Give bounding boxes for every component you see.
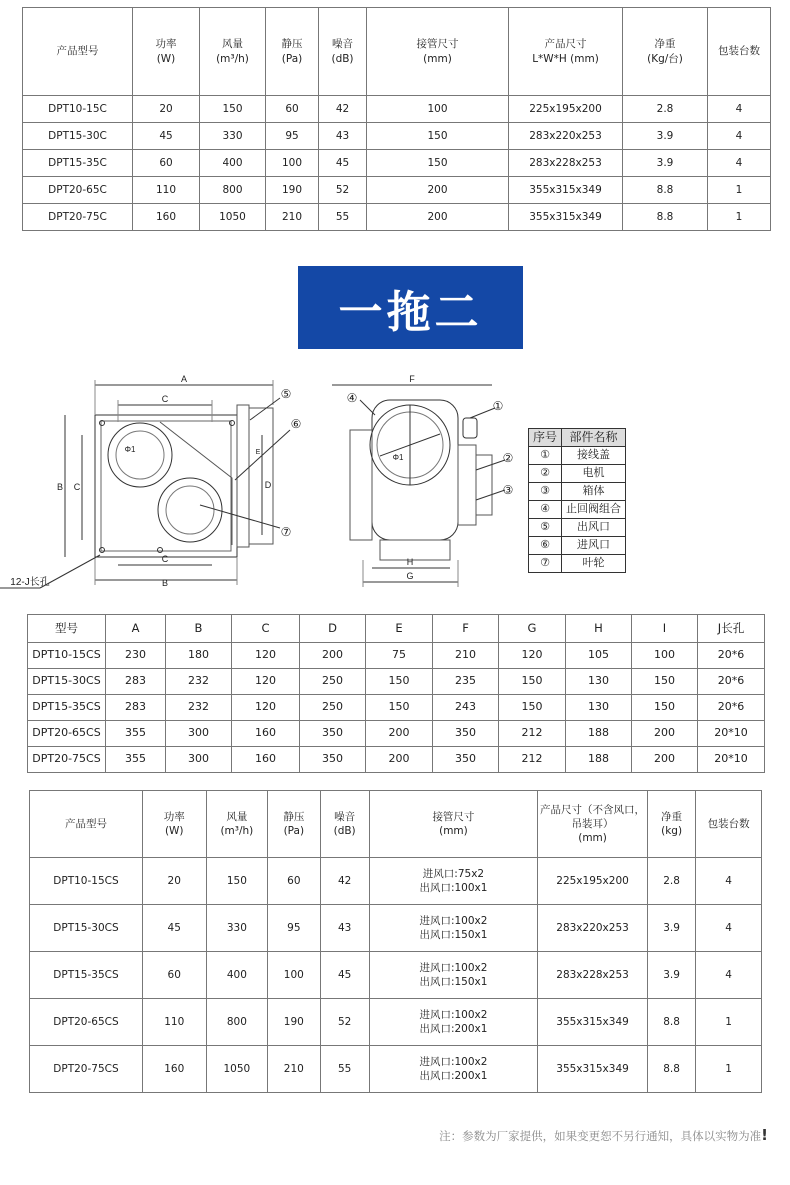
table-cell: DPT20-65CS	[28, 721, 106, 747]
table-cell: ①	[529, 447, 562, 465]
column-header: 型号	[28, 615, 106, 643]
table-cell: 120	[499, 643, 566, 669]
table-cell: 210	[433, 643, 499, 669]
callout-7: ⑦	[280, 525, 292, 539]
table-cell: 250	[300, 695, 366, 721]
table-cell: 4	[696, 905, 762, 952]
table-cell: 225x195x200	[538, 858, 648, 905]
table-cell: 225x195x200	[509, 96, 623, 123]
dim-g: G	[406, 571, 414, 581]
inlet-circle-bottom	[158, 478, 222, 542]
table-row	[23, 150, 771, 177]
table-cell: 45	[142, 905, 206, 952]
spec-table-single	[22, 7, 771, 231]
table-cell: 800	[206, 999, 268, 1046]
cell-line: 进风口:100x2	[419, 1008, 488, 1021]
table-cell: 100	[266, 150, 319, 177]
table-cell: 355x315x349	[509, 204, 623, 231]
column-header: 部件名称	[562, 429, 626, 447]
dim-c-bottom: C	[161, 554, 169, 564]
cell-line: 出风口:100x1	[419, 882, 488, 894]
dim-h: H	[406, 557, 414, 567]
cell-line: 进风口:100x2	[419, 961, 488, 974]
table-cell: 355x315x349	[538, 1046, 648, 1093]
table-cell: 8.8	[647, 1046, 695, 1093]
table-cell: 45	[133, 123, 200, 150]
table-cell: 232	[166, 695, 232, 721]
table-row	[23, 123, 771, 150]
table-cell: 42	[320, 858, 369, 905]
column-header: G	[499, 615, 566, 643]
column-header	[647, 791, 695, 858]
table-cell: 355	[106, 747, 166, 773]
column-header: 序号	[529, 429, 562, 447]
table-cell: 232	[166, 669, 232, 695]
table-cell: 105	[566, 643, 632, 669]
table-cell: DPT10-15C	[23, 96, 133, 123]
table-cell: 350	[433, 747, 499, 773]
side-view-body	[372, 400, 458, 540]
table-cell: 95	[268, 905, 320, 952]
table-cell: ④	[529, 501, 562, 519]
table-cell: 150	[206, 858, 268, 905]
table-cell: 283	[106, 695, 166, 721]
table-cell: 100	[367, 96, 509, 123]
table-cell: 130	[566, 669, 632, 695]
table-cell: 130	[566, 695, 632, 721]
cell-line: 进风口:100x2	[419, 914, 488, 927]
table-cell: 150	[200, 96, 266, 123]
table-cell: 52	[320, 999, 369, 1046]
table-cell: 4	[696, 858, 762, 905]
table-cell: DPT20-65C	[23, 177, 133, 204]
table-row	[30, 952, 762, 999]
callout-1: ①	[492, 399, 504, 413]
table-row	[529, 483, 626, 501]
table-cell: 188	[566, 747, 632, 773]
callout-4: ④	[346, 391, 358, 405]
table-cell: 4	[708, 150, 771, 177]
table-row	[28, 721, 765, 747]
callout-5: ⑤	[280, 387, 292, 401]
table-cell	[369, 905, 537, 952]
table-cell: 350	[300, 721, 366, 747]
dim-b-left: B	[56, 482, 64, 492]
table-cell: 180	[166, 643, 232, 669]
table-cell: DPT10-15CS	[30, 858, 143, 905]
table-cell: 75	[366, 643, 433, 669]
table-cell: 300	[166, 721, 232, 747]
header-line: (mm)	[423, 52, 452, 65]
dim-phi-right: Φ1	[392, 453, 404, 462]
cell-line: 出风口:200x1	[419, 1023, 488, 1035]
table-cell: 45	[319, 150, 367, 177]
table-cell: 150	[499, 669, 566, 695]
table-cell: 200	[632, 721, 698, 747]
header-line: (mm)	[439, 825, 468, 837]
table-cell: 120	[232, 643, 300, 669]
header-line: (dB)	[331, 52, 354, 65]
table-cell: 电机	[562, 465, 626, 483]
table-row	[30, 999, 762, 1046]
table-cell: 190	[268, 999, 320, 1046]
table-row	[28, 747, 765, 773]
table-row	[23, 204, 771, 231]
table-cell: 100	[632, 643, 698, 669]
cell-line: 出风口:150x1	[419, 976, 488, 988]
table-row	[30, 858, 762, 905]
dimension-diagrams	[0, 360, 790, 610]
column-header	[23, 8, 133, 96]
header-line: 接管尺寸	[432, 810, 475, 823]
table-cell: 150	[367, 150, 509, 177]
table-cell: 3.9	[647, 905, 695, 952]
table-cell: 200	[366, 721, 433, 747]
column-header	[509, 8, 623, 96]
table-cell: DPT15-35C	[23, 150, 133, 177]
table-row	[23, 96, 771, 123]
column-header: A	[106, 615, 166, 643]
header-line: 产品尺寸（不含风口，吊装耳）	[540, 803, 646, 830]
header-line: L*W*H (mm)	[532, 52, 599, 65]
table-cell	[369, 858, 537, 905]
table-cell: 55	[320, 1046, 369, 1093]
table-cell: 20	[142, 858, 206, 905]
table-cell: 150	[632, 695, 698, 721]
table-cell: 52	[319, 177, 367, 204]
table-cell: 150	[632, 669, 698, 695]
cell-line: 出风口:200x1	[419, 1070, 488, 1082]
header-line: 产品尺寸	[544, 38, 587, 51]
table-cell: 45	[320, 952, 369, 999]
parts-legend	[528, 428, 626, 573]
column-header	[206, 791, 268, 858]
header-line: 净重	[661, 810, 683, 823]
dimension-table	[27, 614, 765, 773]
table-cell: 3.9	[623, 123, 708, 150]
table-cell: 止回阀组合	[562, 501, 626, 519]
header-line: 风量	[226, 810, 248, 823]
dim-phi: Φ1	[124, 445, 136, 454]
footnote	[439, 1126, 768, 1144]
table-cell: 160	[232, 721, 300, 747]
table-cell: DPT20-75CS	[30, 1046, 143, 1093]
table-cell: 150	[366, 695, 433, 721]
table-cell: 800	[200, 177, 266, 204]
table-row	[529, 465, 626, 483]
table-cell: 43	[320, 905, 369, 952]
column-header	[133, 8, 200, 96]
table-cell: 8.8	[647, 999, 695, 1046]
table-cell: 190	[266, 177, 319, 204]
column-header	[369, 791, 537, 858]
table-cell: DPT20-65CS	[30, 999, 143, 1046]
header-line: (Kg/台)	[647, 52, 683, 65]
header-line: 风量	[222, 38, 243, 51]
table-cell: 20*6	[698, 669, 765, 695]
header-line: 噪音	[334, 810, 356, 823]
table-cell: 188	[566, 721, 632, 747]
column-header	[142, 791, 206, 858]
table-cell: 330	[206, 905, 268, 952]
column-header	[268, 791, 320, 858]
table-cell: 160	[133, 204, 200, 231]
table-cell	[369, 999, 537, 1046]
header-line: 包装台数	[707, 817, 750, 830]
table-cell: 1	[708, 204, 771, 231]
table-cell: 20*10	[698, 747, 765, 773]
table-cell: 1050	[206, 1046, 268, 1093]
header-line: (kg)	[661, 825, 683, 837]
table-cell: 200	[367, 204, 509, 231]
table-cell: 150	[367, 123, 509, 150]
table-cell: 1	[696, 1046, 762, 1093]
column-header: D	[300, 615, 366, 643]
table-cell: DPT20-75CS	[28, 747, 106, 773]
table-cell: 出风口	[562, 519, 626, 537]
column-header	[708, 8, 771, 96]
table-cell: ⑦	[529, 555, 562, 573]
table-cell: DPT10-15CS	[28, 643, 106, 669]
table-cell: ②	[529, 465, 562, 483]
column-header	[320, 791, 369, 858]
hole-label: 12-J长孔	[10, 577, 50, 588]
header-line: (Pa)	[283, 825, 305, 837]
dim-e: E	[255, 449, 261, 456]
header-line: 噪音	[332, 38, 353, 51]
table-cell: 55	[319, 204, 367, 231]
footnote-mark: !	[761, 1126, 768, 1144]
table-row	[30, 905, 762, 952]
table-cell: 1050	[200, 204, 266, 231]
column-header: B	[166, 615, 232, 643]
table-cell: ③	[529, 483, 562, 501]
table-cell: 355x315x349	[509, 177, 623, 204]
column-header: J长孔	[698, 615, 765, 643]
table-cell	[369, 952, 537, 999]
table-cell: DPT15-30CS	[30, 905, 143, 952]
dim-a: A	[180, 374, 188, 384]
table-cell: 283x228x253	[538, 952, 648, 999]
table-cell: 3.9	[623, 150, 708, 177]
table-cell: 283x220x253	[538, 905, 648, 952]
table-cell: 20*10	[698, 721, 765, 747]
table-cell: 350	[433, 721, 499, 747]
table-cell: DPT15-35CS	[30, 952, 143, 999]
table-row	[529, 447, 626, 465]
table-cell: 300	[166, 747, 232, 773]
header-line: (m³/h)	[216, 52, 249, 65]
table-cell: 120	[232, 669, 300, 695]
table-row	[529, 537, 626, 555]
column-header	[538, 791, 648, 858]
dim-d: D	[264, 480, 272, 490]
header-line: 功率	[155, 38, 177, 51]
header-line: (dB)	[333, 825, 356, 837]
callout-6: ⑥	[290, 417, 302, 431]
table-row	[30, 1046, 762, 1093]
header-line: 功率	[163, 810, 185, 823]
table-cell: 355x315x349	[538, 999, 648, 1046]
table-cell: 箱体	[562, 483, 626, 501]
table-cell: 3.9	[647, 952, 695, 999]
cell-line: 进风口:75x2	[422, 867, 485, 880]
header-line: (W)	[164, 825, 184, 837]
table-cell: 150	[366, 669, 433, 695]
table-cell: 283x228x253	[509, 150, 623, 177]
callout-3: ③	[502, 483, 514, 497]
table-cell: 160	[232, 747, 300, 773]
table-cell: 接线盖	[562, 447, 626, 465]
table-cell: 350	[300, 747, 366, 773]
dim-c-top: C	[161, 394, 169, 404]
header-line: 产品型号	[64, 817, 107, 830]
table-cell: 4	[708, 96, 771, 123]
table-cell: 20*6	[698, 643, 765, 669]
table-cell: 2.8	[647, 858, 695, 905]
table-cell: 95	[266, 123, 319, 150]
table-cell: 4	[708, 123, 771, 150]
column-header: F	[433, 615, 499, 643]
header-line: 静压	[281, 38, 303, 51]
table-cell: 60	[266, 96, 319, 123]
column-header: E	[366, 615, 433, 643]
header-line: 净重	[654, 38, 676, 51]
table-cell: 355	[106, 721, 166, 747]
table-cell: DPT15-35CS	[28, 695, 106, 721]
cell-line: 进风口:100x2	[419, 1055, 488, 1068]
header-line: (m³/h)	[220, 825, 254, 837]
table-row	[529, 555, 626, 573]
table-cell: 20*6	[698, 695, 765, 721]
table-cell: 110	[142, 999, 206, 1046]
table-cell: 200	[366, 747, 433, 773]
table-row	[28, 695, 765, 721]
column-header: I	[632, 615, 698, 643]
header-line: 接管尺寸	[416, 38, 459, 51]
header-line: 静压	[283, 810, 305, 823]
dim-b-bottom: B	[161, 578, 169, 588]
footnote-text: 注：参数为厂家提供，如果变更恕不另行通知，具体以实物为准	[439, 1129, 762, 1143]
header-line: (W)	[156, 52, 176, 65]
table-cell: 进风口	[562, 537, 626, 555]
table-cell: DPT15-30CS	[28, 669, 106, 695]
table-row	[28, 643, 765, 669]
table-cell: 283x220x253	[509, 123, 623, 150]
table-cell: 200	[300, 643, 366, 669]
cell-line: 出风口:150x1	[419, 929, 488, 941]
table-cell: 110	[133, 177, 200, 204]
table-cell: 8.8	[623, 177, 708, 204]
column-header	[266, 8, 319, 96]
spec-table-dual	[29, 790, 762, 1093]
column-header	[30, 791, 143, 858]
table-cell: 8.8	[623, 204, 708, 231]
table-cell: ⑥	[529, 537, 562, 555]
table-cell: 100	[268, 952, 320, 999]
table-cell: 120	[232, 695, 300, 721]
column-header: C	[232, 615, 300, 643]
table-cell: 243	[433, 695, 499, 721]
table-row	[23, 177, 771, 204]
table-cell: 250	[300, 669, 366, 695]
header-line: 包装台数	[718, 45, 760, 58]
table-cell: 20	[133, 96, 200, 123]
table-cell: 叶轮	[562, 555, 626, 573]
callout-2: ②	[502, 451, 514, 465]
table-cell: 400	[206, 952, 268, 999]
table-cell: 210	[266, 204, 319, 231]
dim-c-left: C	[73, 482, 81, 492]
table-cell: 212	[499, 721, 566, 747]
table-row	[529, 501, 626, 519]
table-row	[529, 519, 626, 537]
table-cell: 235	[433, 669, 499, 695]
header-line: 产品型号	[56, 45, 99, 58]
table-cell: 230	[106, 643, 166, 669]
column-header	[696, 791, 762, 858]
section-banner: 一拖二	[298, 266, 523, 349]
column-header: H	[566, 615, 632, 643]
table-cell: DPT15-30C	[23, 123, 133, 150]
table-cell: 1	[696, 999, 762, 1046]
table-cell: 160	[142, 1046, 206, 1093]
table-cell: 150	[499, 695, 566, 721]
table-cell: 1	[708, 177, 771, 204]
table-cell: ⑤	[529, 519, 562, 537]
inlet-circle-top	[108, 423, 172, 487]
table-cell	[369, 1046, 537, 1093]
header-line: (mm)	[578, 832, 607, 845]
column-header	[367, 8, 509, 96]
column-header	[200, 8, 266, 96]
column-header	[623, 8, 708, 96]
table-cell: 4	[696, 952, 762, 999]
table-cell: 42	[319, 96, 367, 123]
table-cell: 60	[133, 150, 200, 177]
table-cell: 60	[268, 858, 320, 905]
table-cell: 43	[319, 123, 367, 150]
table-cell: 200	[632, 747, 698, 773]
table-cell: 283	[106, 669, 166, 695]
dim-f: F	[409, 374, 415, 384]
table-cell: 2.8	[623, 96, 708, 123]
table-cell: 60	[142, 952, 206, 999]
table-cell: 330	[200, 123, 266, 150]
table-row	[28, 669, 765, 695]
table-cell: 400	[200, 150, 266, 177]
header-line: (Pa)	[281, 52, 303, 65]
column-header	[319, 8, 367, 96]
table-cell: DPT20-75C	[23, 204, 133, 231]
table-cell: 212	[499, 747, 566, 773]
table-cell: 200	[367, 177, 509, 204]
table-cell: 210	[268, 1046, 320, 1093]
